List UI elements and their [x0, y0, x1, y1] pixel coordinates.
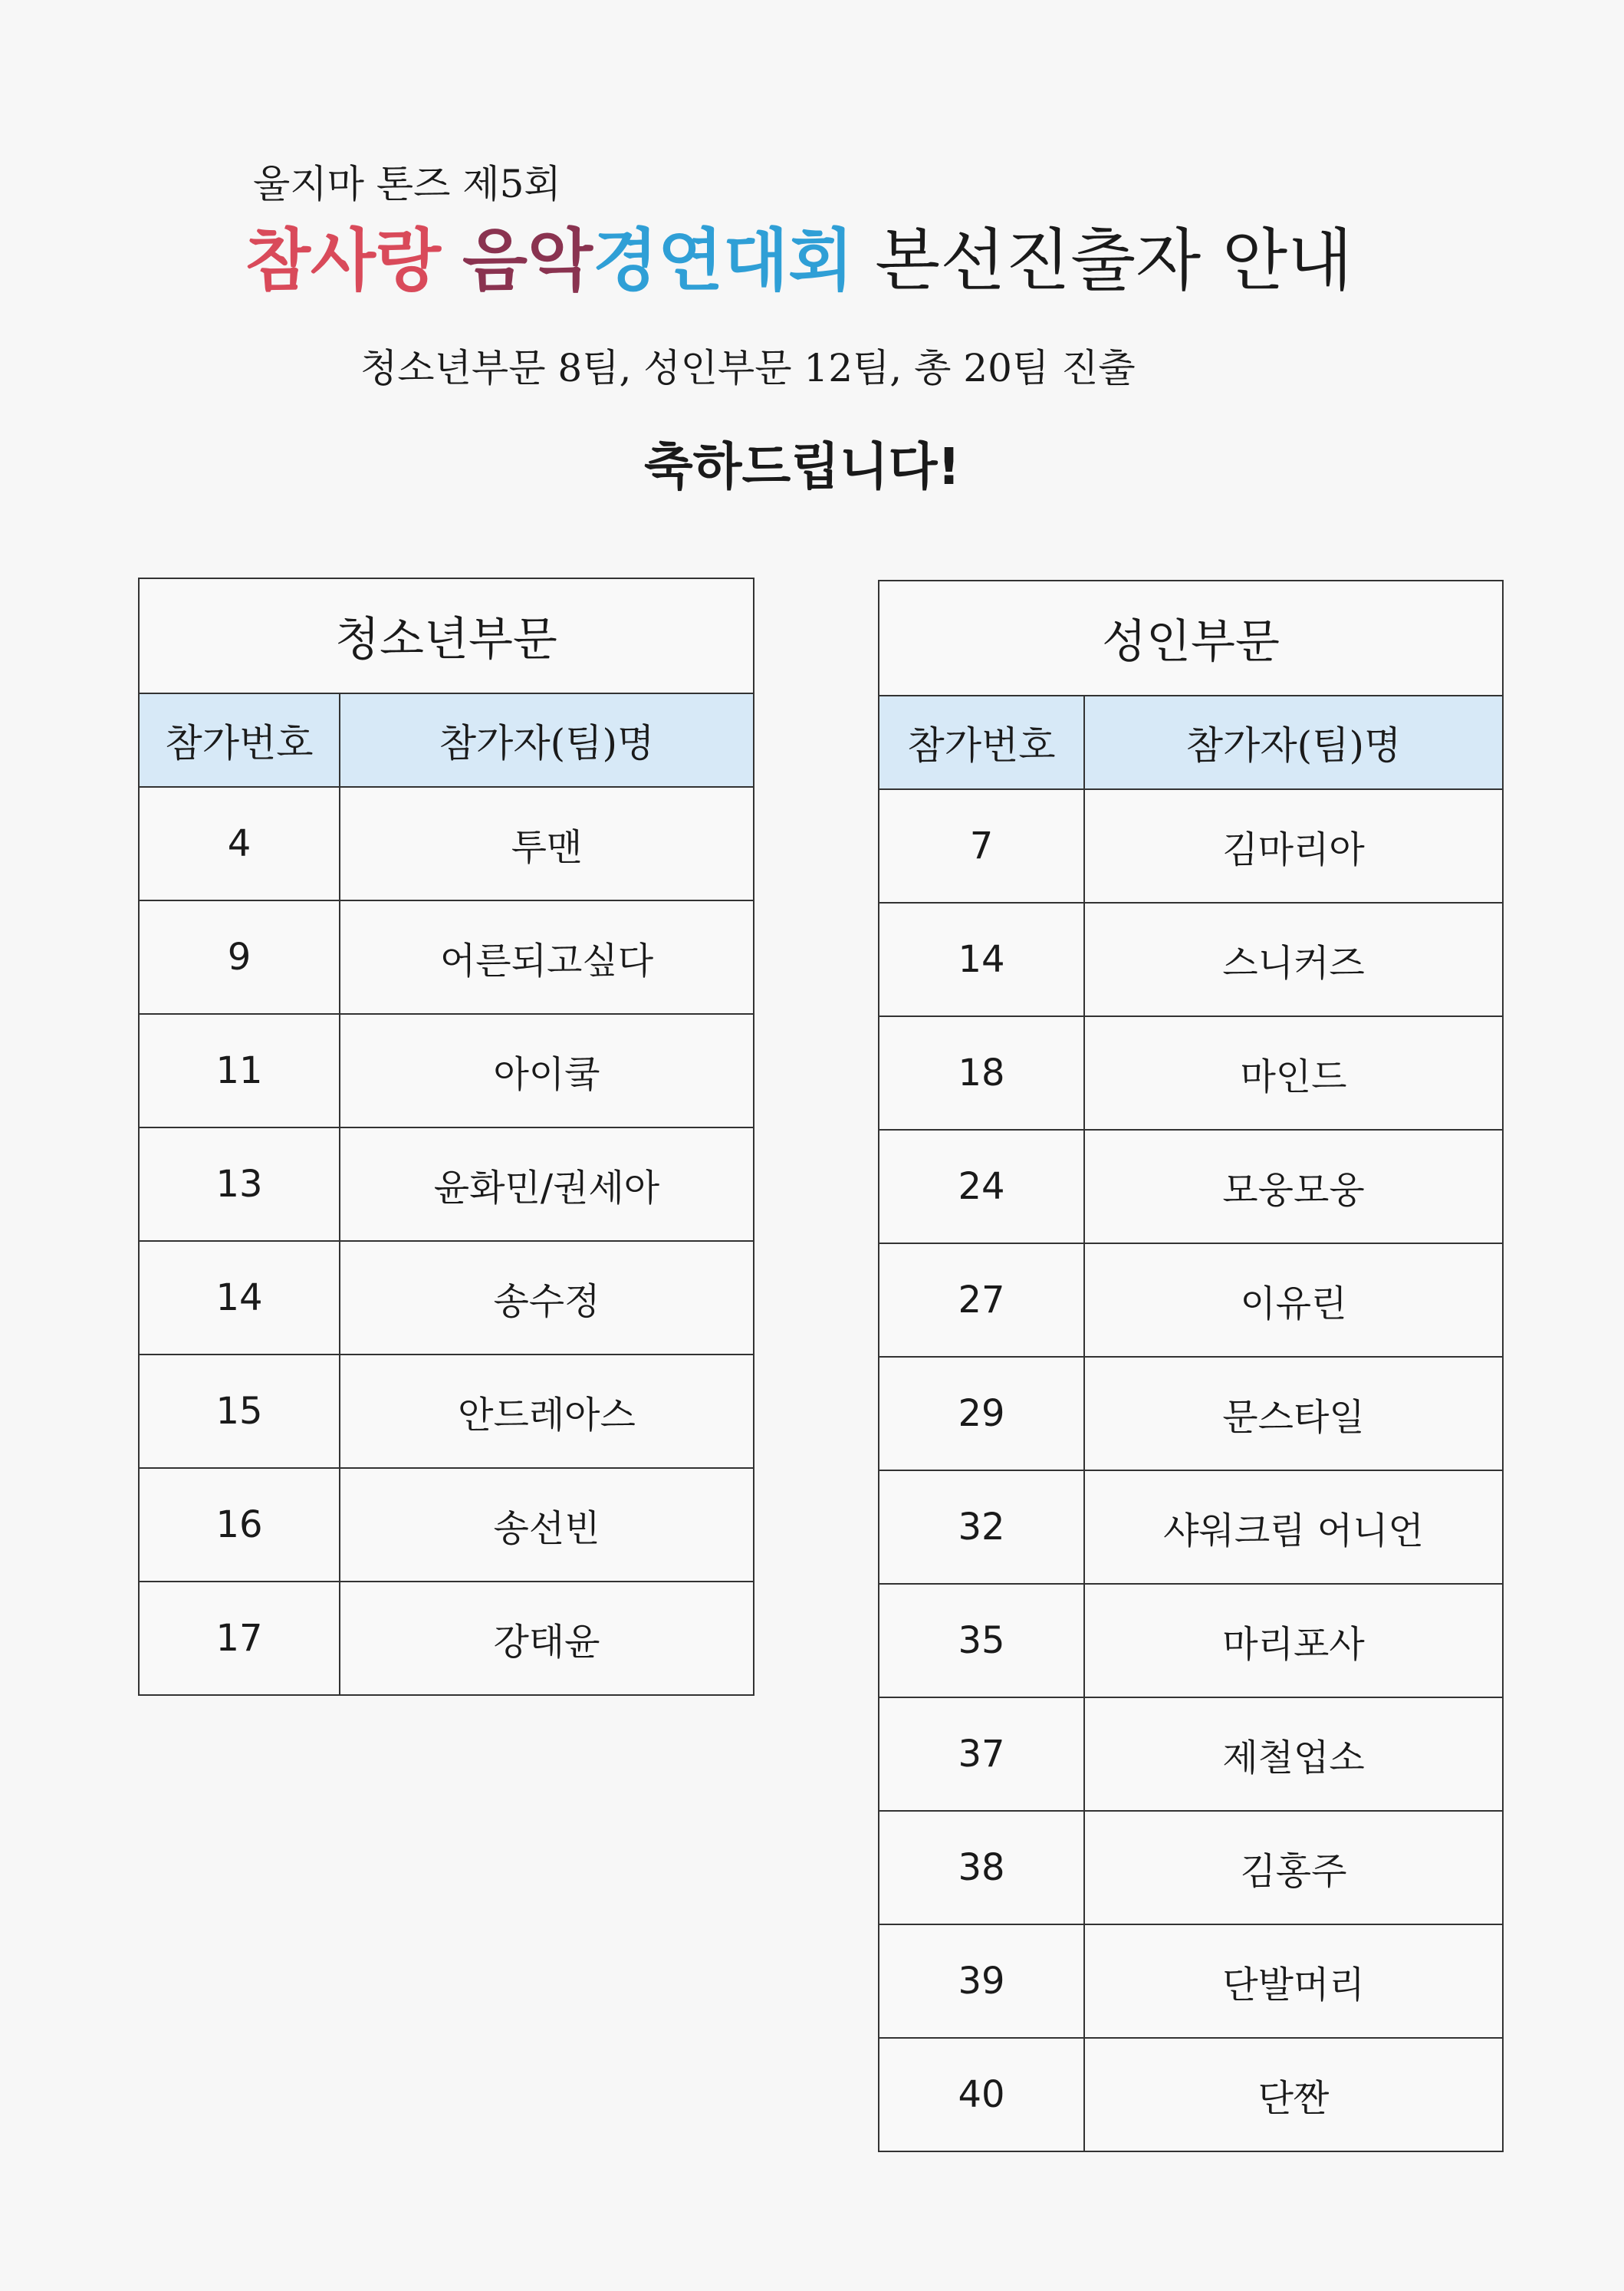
table-row: [879, 1697, 1503, 1811]
table-row: [879, 1243, 1503, 1357]
entry-number: 4: [139, 787, 340, 900]
adult-col-number-header: 참가번호: [879, 696, 1084, 789]
entry-number: 14: [879, 903, 1084, 1016]
table-row: [139, 1468, 754, 1582]
entry-name: 김마리아: [1084, 789, 1503, 903]
entry-name: 스니커즈: [1084, 903, 1503, 1016]
table-row: [879, 1811, 1503, 1924]
entry-number: 11: [139, 1014, 340, 1127]
table-row: [139, 1127, 754, 1241]
table-row: [879, 1924, 1503, 2038]
entry-name: 김홍주: [1084, 1811, 1503, 1924]
table-row: [139, 1241, 754, 1355]
table-row: [879, 903, 1503, 1016]
entry-number: 32: [879, 1470, 1084, 1584]
entry-name: 투맨: [340, 787, 754, 900]
table-row: [139, 1582, 754, 1695]
entry-name: 송선빈: [340, 1468, 754, 1582]
adult-finalists-table: [878, 580, 1504, 2152]
table-row: [879, 1470, 1503, 1584]
entry-name: 문스타일: [1084, 1357, 1503, 1470]
entry-name: 어른되고싶다: [340, 900, 754, 1014]
entry-name: 모웅모웅: [1084, 1130, 1503, 1243]
adult-col-name-header: 참가자(팀)명: [1084, 696, 1503, 789]
entry-number: 39: [879, 1924, 1084, 2038]
title-part-notice: 본선진출자 안내: [875, 221, 1353, 300]
entry-name: 안드레아스: [340, 1355, 754, 1468]
entry-name: 강태윤: [340, 1582, 754, 1695]
entry-number: 7: [879, 789, 1084, 903]
entry-name: 샤워크림 어니언: [1084, 1470, 1503, 1584]
table-row: [879, 2038, 1503, 2151]
entry-name: 이유린: [1084, 1243, 1503, 1357]
entry-number: 14: [139, 1241, 340, 1355]
table-row: [139, 1014, 754, 1127]
entry-number: 27: [879, 1243, 1084, 1357]
adult-table-caption: 성인부문: [879, 581, 1503, 696]
entry-name: 단짠: [1084, 2038, 1503, 2151]
congratulations-text: 축하드립니다!: [644, 437, 961, 496]
title-part-charity: 참사랑: [245, 221, 442, 300]
entry-name: 마리포사: [1084, 1584, 1503, 1697]
entry-number: 24: [879, 1130, 1084, 1243]
entry-number: 16: [139, 1468, 340, 1582]
youth-col-number-header: 참가번호: [139, 693, 340, 787]
entry-number: 38: [879, 1811, 1084, 1924]
table-row: [879, 1584, 1503, 1697]
entry-name: 제철업소: [1084, 1697, 1503, 1811]
organizer-line: 울지마 톤즈 제5회: [253, 162, 561, 206]
entry-number: 17: [139, 1582, 340, 1695]
table-row: [879, 1130, 1503, 1243]
entry-number: 15: [139, 1355, 340, 1468]
entry-name: 단발머리: [1084, 1924, 1503, 2038]
entry-name: 송수정: [340, 1241, 754, 1355]
table-row: [139, 900, 754, 1014]
table-row: [879, 1016, 1503, 1130]
entry-number: 13: [139, 1127, 340, 1241]
entry-number: 29: [879, 1357, 1084, 1470]
title-part-contest: 경연대회: [593, 221, 854, 300]
youth-col-name-header: 참가자(팀)명: [340, 693, 754, 787]
entry-number: 9: [139, 900, 340, 1014]
youth-finalists-table: [138, 578, 754, 1696]
table-row: [879, 1357, 1503, 1470]
title-part-music: 음악: [462, 221, 593, 300]
page-title: [245, 211, 1353, 311]
table-row: [879, 789, 1503, 903]
entry-name: 마인드: [1084, 1016, 1503, 1130]
entry-number: 18: [879, 1016, 1084, 1130]
table-row: [139, 787, 754, 900]
entry-name: 윤화민/권세아: [340, 1127, 754, 1241]
entry-number: 35: [879, 1584, 1084, 1697]
entry-name: 아이쿸: [340, 1014, 754, 1127]
summary-line: 청소년부문 8팀, 성인부문 12팀, 총 20팀 진출: [360, 346, 1136, 390]
entry-number: 40: [879, 2038, 1084, 2151]
entry-number: 37: [879, 1697, 1084, 1811]
youth-table-caption: 청소년부문: [139, 578, 754, 693]
table-row: [139, 1355, 754, 1468]
